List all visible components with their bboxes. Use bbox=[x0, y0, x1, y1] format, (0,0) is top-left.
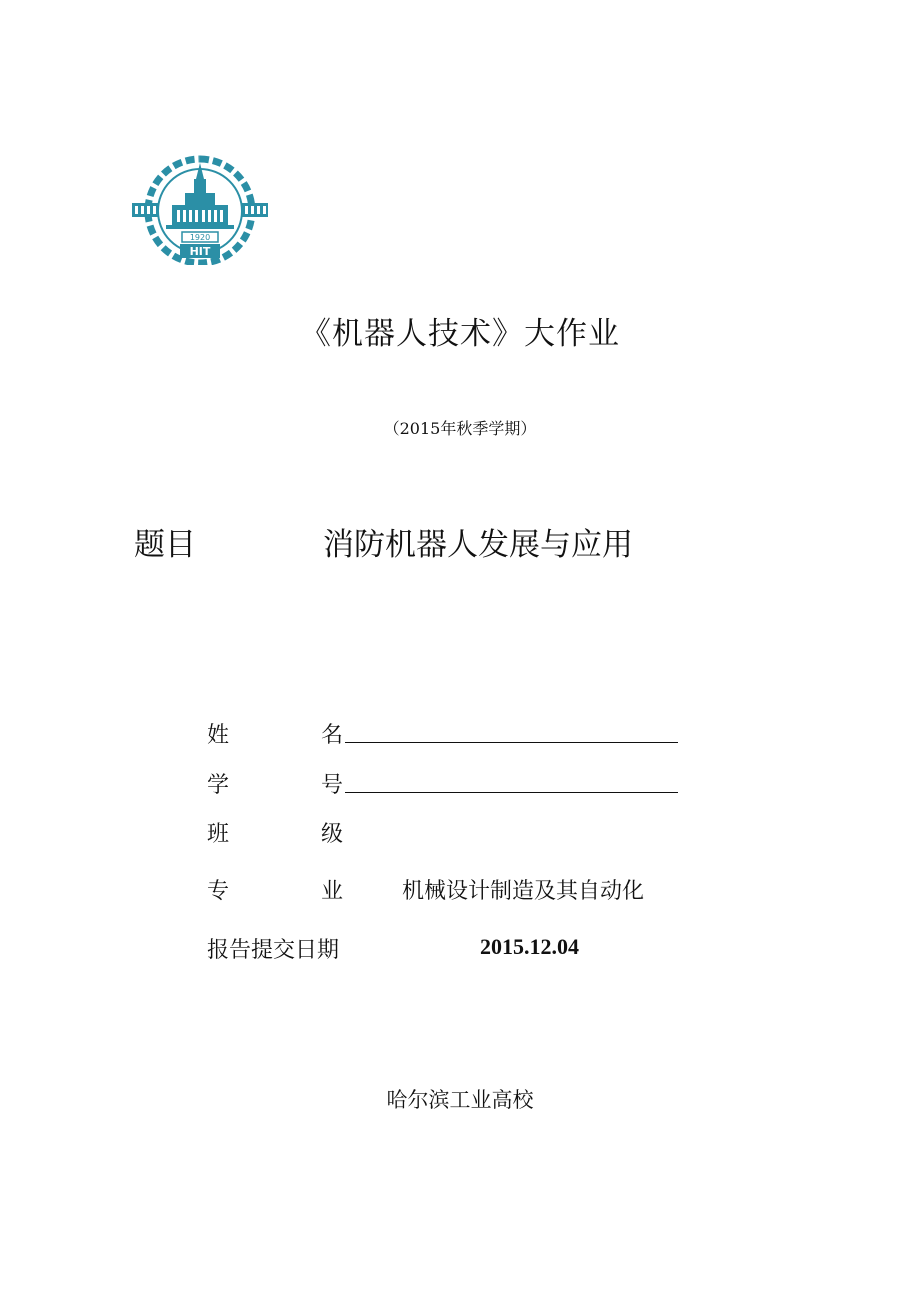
name-underline bbox=[345, 742, 678, 743]
major-label-char-1: 专 bbox=[207, 879, 230, 904]
id-label-char-2: 号 bbox=[321, 773, 344, 798]
university-logo bbox=[130, 155, 270, 265]
topic-label: 题目 bbox=[134, 527, 196, 563]
school-name: 哈尔滨工业高校 bbox=[386, 1088, 534, 1112]
id-underline bbox=[345, 792, 678, 793]
logo-abbr: HIT bbox=[189, 245, 211, 258]
id-label-char-1: 学 bbox=[207, 773, 230, 798]
document-title: 《机器人技术》大作业 bbox=[300, 316, 620, 352]
topic-value: 消防机器人发展与应用 bbox=[323, 527, 633, 563]
major-label-char-2: 业 bbox=[321, 879, 344, 904]
date-label: 报告提交日期 bbox=[207, 938, 340, 963]
name-label-char-1: 姓 bbox=[207, 723, 230, 748]
name-label-char-2: 名 bbox=[321, 723, 344, 748]
major-value: 机械设计制造及其自动化 bbox=[402, 879, 645, 904]
class-label-char-1: 班 bbox=[207, 822, 230, 847]
logo-year: 1920 bbox=[189, 233, 211, 242]
date-value: 2015.12.04 bbox=[480, 934, 579, 959]
semester-text: （2015年秋季学期） bbox=[383, 419, 537, 438]
class-label-char-2: 级 bbox=[321, 822, 344, 847]
